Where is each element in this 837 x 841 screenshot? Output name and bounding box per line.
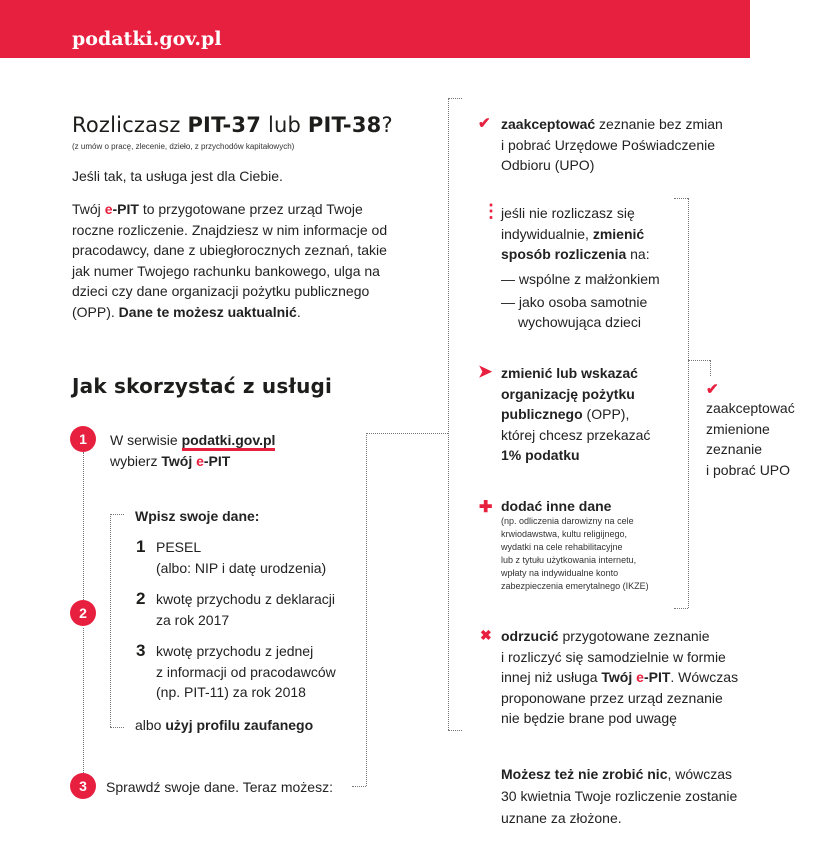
bracket-line xyxy=(674,198,688,199)
list-item: kwotę przychodu z jednej z informacji od pracodawców (np. PIT-11) za rok 2018 xyxy=(156,643,336,700)
step-1-badge: 1 xyxy=(70,426,96,452)
options-bracket xyxy=(448,98,449,730)
item-number: 2 xyxy=(136,589,146,608)
step-2-heading: Wpisz swoje dane: xyxy=(135,508,260,524)
cross-icon: ✖ xyxy=(480,627,492,643)
brand-logo[interactable]: podatki.gov.pl xyxy=(72,28,222,50)
list-item: kwotę przychodu z deklaracji za rok 2017 xyxy=(156,591,335,628)
bracket-line xyxy=(688,198,689,608)
intro-line: Jeśli tak, ta usługa jest dla Ciebie. xyxy=(72,168,283,184)
page-title: Rozliczasz PIT-37 lub PIT-38? xyxy=(72,113,393,137)
options-bracket xyxy=(448,730,462,731)
bracket-line xyxy=(110,514,111,727)
option-add: dodać inne dane xyxy=(501,498,612,514)
trusted-profile-option[interactable]: albo użyj profilu zaufanego xyxy=(135,717,314,733)
arrow-right-icon: ➤ xyxy=(478,362,493,381)
step-2-badge: 2 xyxy=(70,600,96,626)
bracket-line xyxy=(674,608,688,609)
connector-line xyxy=(83,628,84,775)
step-3-text: Sprawdź swoje dane. Teraz możesz: xyxy=(106,779,333,795)
option-reject: odrzucić przygotowane zeznanie i rozliczyć się samodzielnie w formie innej niż usługa Twój e-PIT. Wówczas proponowane przez urząd zeznanie nie będzie brane pod uwagę xyxy=(501,628,739,726)
bracket-line xyxy=(110,727,124,728)
option-change-item: — jako osoba samotnie xyxy=(501,294,648,310)
option-change-item: wychowująca dzieci xyxy=(518,314,641,330)
option-change-item: — wspólne z małżonkiem xyxy=(501,271,660,287)
plus-icon: ✚ xyxy=(479,499,493,516)
connector-line xyxy=(83,452,84,602)
bracket-line xyxy=(110,514,124,515)
connector-line xyxy=(366,433,448,434)
connector-line xyxy=(688,360,710,361)
podatki-link[interactable]: podatki.gov.pl xyxy=(182,432,276,451)
intro-paragraph: Twój e-PIT to przygotowane przez urząd Twoje roczne rozliczenie. Znajdziesz w nim informacje od pracodawcy, dane z ubiegłorocznych zeznań, takie jak numer Twojego rachunku bankowego, ulga na dzieci czy dane organizacji pożytku publicznego (OPP). Dane te możesz uaktualnić. xyxy=(72,201,388,320)
item-number: 1 xyxy=(136,537,146,556)
howto-title: Jak skorzystać z usługi xyxy=(72,374,333,398)
option-accept-changed: zaakceptować zmienione zeznanie i pobrać UPO xyxy=(706,400,795,478)
connector-line xyxy=(710,360,711,376)
connector-line xyxy=(366,433,367,786)
checkmark-icon: ✔ xyxy=(706,381,719,398)
step-1-text: W serwisie podatki.gov.pl wybierz Twój e-PIT xyxy=(110,432,276,469)
option-add-details: (np. odliczenia darowizny na cele krwiodawstwa, kultu religijnego, wydatki na cele rehabilitacyjne lub z tytułu użytkowania internetu, wpłaty na indywidualne konto zabezpieczenia emerytalnego (IKZE) xyxy=(501,516,649,591)
step-3-badge: 3 xyxy=(70,773,96,799)
vertical-dots-icon: ⋮ xyxy=(482,201,500,221)
connector-line xyxy=(352,786,366,787)
option-accept: zaakceptować zeznanie bez zmian i pobrać Urzędowe Poświadczenie Odbioru (UPO) xyxy=(501,116,723,173)
options-bracket xyxy=(448,98,462,99)
page-subtitle: (z umów o pracę, zlecenie, dzieło, z przychodów kapitałowych) xyxy=(72,142,295,151)
option-do-nothing: Możesz też nie zrobić nic, wówczas 30 kwietnia Twoje rozliczenie zostanie uznane za złożone. xyxy=(501,766,738,826)
option-opp: zmienić lub wskazać organizację pożytku publicznego (OPP), której chcesz przekazać 1% podatku xyxy=(501,365,651,463)
checkmark-icon: ✔ xyxy=(478,115,491,132)
list-item: PESEL (albo: NIP i datę urodzenia) xyxy=(156,539,327,576)
option-change: jeśli nie rozliczasz się indywidualnie, zmienić sposób rozliczenia na: xyxy=(501,205,650,262)
item-number: 3 xyxy=(136,641,146,660)
